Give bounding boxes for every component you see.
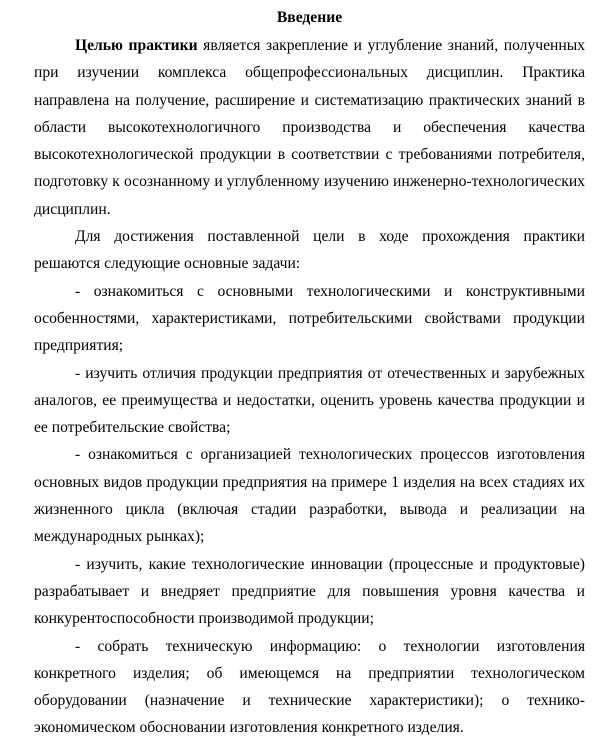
task-item: - изучить отличия продукции предприятия от отечественных и зарубежных аналогов, ее преимущества и недостатки, оценить уровень качества продукции и ее потребительские свойства; xyxy=(34,364,585,437)
task-item: - собрать техническую информацию: о технологии изготовления конкретного изделия; об имеющемся на предприятии технологическом оборудовании (назначение и технические характеристики); о технико-экономическом обосновании изготовления конкретного изделия. xyxy=(34,637,585,737)
task-item: - изучить, какие технологические инновации (процессные и продуктовые) разрабатывает и внедряет предприятие для повышения уровня качества и конкурентоспособности производимой продукции; xyxy=(34,555,585,628)
tasks-intro-paragraph: Для достижения поставленной цели в ходе прохождения практики решаются следующие основные задачи: xyxy=(34,228,585,273)
section-title: Введение xyxy=(276,9,343,26)
intro-lead: Целью практики xyxy=(75,37,198,54)
intro-text: является закрепление и углубление знаний, полученных при изучении комплекса общепрофессиональных дисциплин. Практика направлена на получение, расширение и систематизацию практических знаний в области высокотехнологичного производства и обеспечения качества высокотехнологической продукции в соответствии с требованиями потребителя, подготовку к осознанному и углубленному изучению инженерно-технологических дисциплин. xyxy=(34,37,585,218)
task-item: - ознакомиться с организацией технологических процессов изготовления основных видов продукции предприятия на примере 1 изделия на всех стадиях их жизненного цикла (включая стадии разработки, вывода и реализации на международных рынках); xyxy=(34,446,585,546)
task-item: - ознакомиться с основными технологическими и конструктивными особенностями, характеристиками, потребительскими свойствами продукции предприятия; xyxy=(34,282,585,355)
intro-paragraph xyxy=(34,32,585,223)
document-page xyxy=(34,6,585,742)
